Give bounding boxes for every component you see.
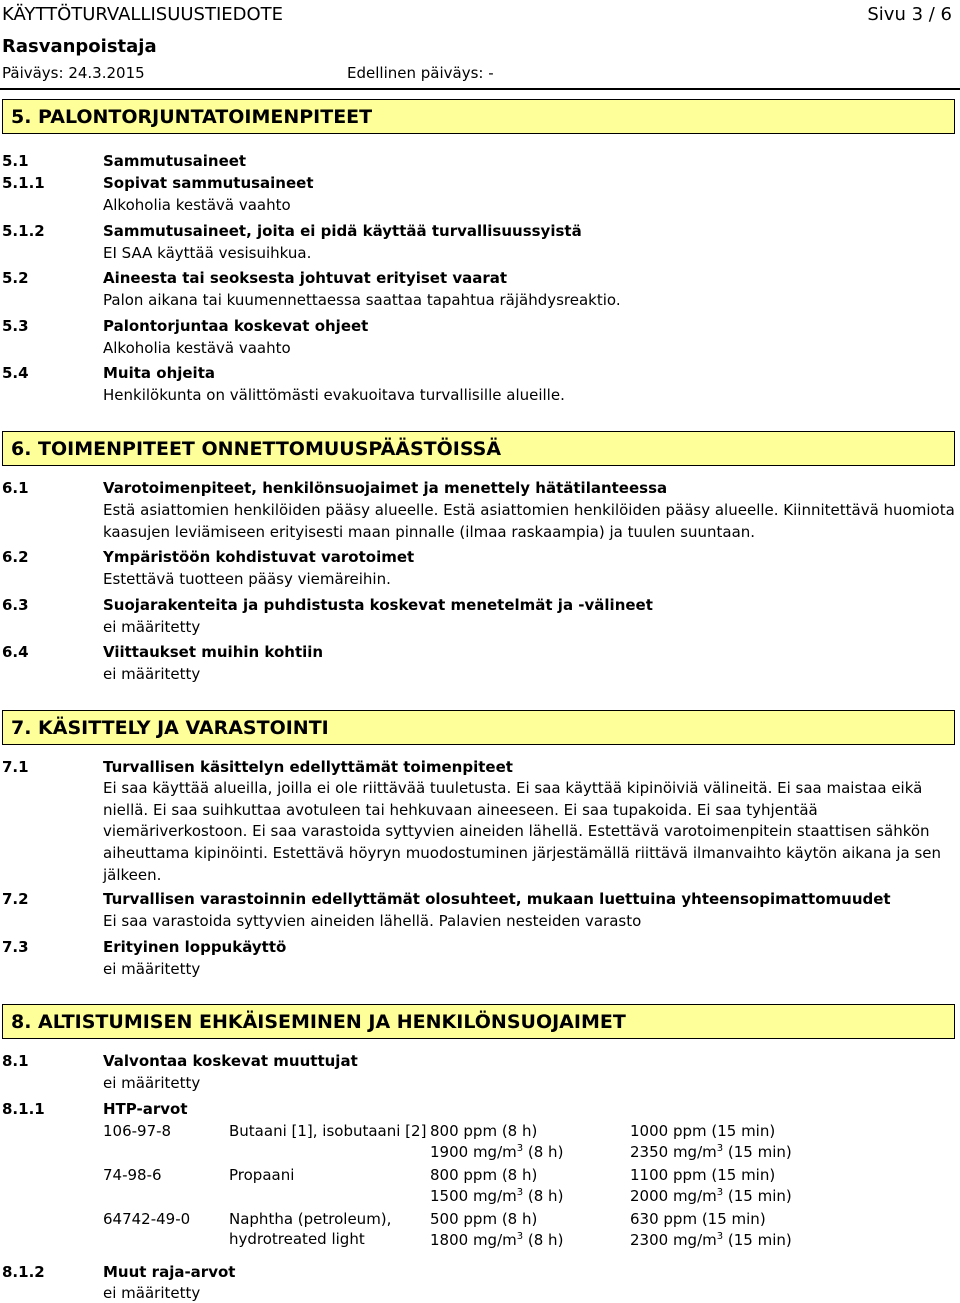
previous-date: Edellinen päiväys: - — [347, 64, 494, 82]
section-number: 7.2 — [2, 890, 29, 908]
subsection-text: EI SAA käyttää vesisuihkua. — [103, 244, 312, 262]
product-name: Rasvanpoistaja — [2, 36, 157, 57]
subsection-title: Ympäristöön kohdistuvat varotoimet — [103, 548, 415, 566]
subsection-title: Suojarakenteita ja puhdistusta koskevat menetelmät ja -välineet — [103, 596, 653, 614]
subsection-title: HTP-arvot — [103, 1100, 188, 1118]
subsection-text: Alkoholia kestävä vaahto — [103, 339, 291, 357]
htp-8h-ppm: 800 ppm (8 h) — [430, 1122, 538, 1140]
document-title: KÄYTTÖTURVALLISUUSTIEDOTE — [2, 4, 284, 25]
section-number: 6.3 — [2, 596, 29, 614]
htp-substance: Naphtha (petroleum), — [229, 1210, 392, 1228]
htp-cas: 64742-49-0 — [103, 1210, 191, 1228]
subsection-title: Muut raja-arvot — [103, 1263, 236, 1281]
subsection-title: Sopivat sammutusaineet — [103, 174, 314, 192]
htp-15min-ppm: 1000 ppm (15 min) — [630, 1122, 776, 1140]
subsection-title: Erityinen loppukäyttö — [103, 938, 287, 956]
htp-cas: 106-97-8 — [103, 1122, 172, 1140]
htp-8h-mg: 1500 $mg/m^3$ (8 h) — [430, 1187, 564, 1205]
subsection-text: Estä asiattomien henkilöiden pääsy alueelle. Estä asiattomien henkilöiden pääsy alueelle. Kiinnitettävä huomiota kaasujen leviämiseen erityisesti maan pinnalle (ilmaa raskaampia) ja tuulen suuntaan. — [103, 501, 955, 541]
subsection-title: Sammutusaineet, joita ei pidä käyttää turvallisuussyistä — [103, 222, 582, 240]
header-divider — [0, 88, 960, 90]
section-7-heading: 7. KÄSITTELY JA VARASTOINTI — [2, 710, 955, 745]
htp-8h-ppm: 500 ppm (8 h) — [430, 1210, 538, 1228]
section-number: 5.3 — [2, 317, 29, 335]
section-6-heading: 6. TOIMENPITEET ONNETTOMUUSPÄÄSTÖISSÄ — [2, 431, 955, 466]
subsection-text: Ei saa varastoida syttyvien aineiden lähellä. Palavien nesteiden varasto — [103, 912, 642, 930]
section-number: 6.4 — [2, 643, 29, 661]
subsection-title: Valvontaa koskevat muuttujat — [103, 1052, 358, 1070]
section-number: 6.2 — [2, 548, 29, 566]
subsection-text: ei määritetty — [103, 1074, 201, 1092]
htp-8h-ppm: 800 ppm (8 h) — [430, 1166, 538, 1184]
subsection-title: Viittaukset muihin kohtiin — [103, 643, 324, 661]
htp-15min-ppm: 1100 ppm (15 min) — [630, 1166, 776, 1184]
section-5-heading: 5. PALONTORJUNTATOIMENPITEET — [2, 99, 955, 134]
section-number: 7.3 — [2, 938, 29, 956]
htp-8h-mg: 1900 $mg/m^3$ (8 h) — [430, 1143, 564, 1161]
section-8-heading: 8. ALTISTUMISEN EHKÄISEMINEN JA HENKILÖNSUOJAIMET — [2, 1004, 955, 1039]
htp-15min-mg: 2350 $mg/m^3$ (15 min) — [630, 1143, 792, 1161]
section-number: 5.2 — [2, 269, 29, 287]
htp-cas: 74-98-6 — [103, 1166, 162, 1184]
section-number: 5.1 — [2, 152, 29, 170]
subsection-text: Henkilökunta on välittömästi evakuoitava turvallisille alueille. — [103, 386, 565, 404]
subsection-text: Ei saa käyttää alueilla, joilla ei ole riittävää tuuletusta. Ei saa käyttää kipinöiviä välineitä. Ei saa maistaa eikä niellä. Ei saa suihkuttaa avotuleen tai hehkuvaan aineeseen. Ei saa tupakoida. Ei saa tyhjentää viemäriverkostoon. Ei saa varastoida syttyvien aineiden lähellä. Estettävä varotoimenpitein staattisen sähkön aiheuttama kipinöinti. Estettävä höyryn muodostuminen järjestämällä riittävä ilmanvaihto käytön aikana ja sen jälkeen. — [103, 779, 942, 884]
htp-substance: Butaani [1], isobutaani [2] — [229, 1122, 427, 1140]
section-number: 8.1.1 — [2, 1100, 45, 1118]
htp-15min-ppm: 630 ppm (15 min) — [630, 1210, 766, 1228]
subsection-text: Estettävä tuotteen pääsy viemäreihin. — [103, 570, 391, 588]
htp-15min-mg: 2000 $mg/m^3$ (15 min) — [630, 1187, 792, 1205]
subsection-title: Turvallisen varastoinnin edellyttämät olosuhteet, mukaan luettuina yhteensopimattomuudet — [103, 890, 891, 908]
subsection-title: Varotoimenpiteet, henkilönsuojaimet ja menettely hätätilanteessa — [103, 479, 668, 497]
htp-8h-mg: 1800 $mg/m^3$ (8 h) — [430, 1231, 564, 1249]
section-number: 8.1 — [2, 1052, 29, 1070]
htp-substance-line2: hydrotreated light — [229, 1230, 365, 1248]
issue-date: Päiväys: 24.3.2015 — [2, 64, 145, 82]
section-number: 5.1.2 — [2, 222, 45, 240]
htp-substance: Propaani — [229, 1166, 295, 1184]
section-number: 8.1.2 — [2, 1263, 45, 1281]
subsection-text: ei määritetty — [103, 665, 201, 683]
page-number: Sivu 3 / 6 — [867, 4, 952, 25]
subsection-title: Turvallisen käsittelyn edellyttämät toimenpiteet — [103, 758, 513, 776]
section-number: 6.1 — [2, 479, 29, 497]
subsection-text: ei määritetty — [103, 618, 201, 636]
section-number: 5.1.1 — [2, 174, 45, 192]
htp-15min-mg: 2300 $mg/m^3$ (15 min) — [630, 1231, 792, 1249]
subsection-text: ei määritetty — [103, 1284, 201, 1302]
subsection-title: Palontorjuntaa koskevat ohjeet — [103, 317, 369, 335]
section-number: 7.1 — [2, 758, 29, 776]
subsection-title: Sammutusaineet — [103, 152, 247, 170]
subsection-title: Muita ohjeita — [103, 364, 215, 382]
section-number: 5.4 — [2, 364, 29, 382]
subsection-text: Alkoholia kestävä vaahto — [103, 196, 291, 214]
subsection-text: Palon aikana tai kuumennettaessa saattaa tapahtua räjähdysreaktio. — [103, 291, 621, 309]
subsection-text: ei määritetty — [103, 960, 201, 978]
subsection-title: Aineesta tai seoksesta johtuvat erityiset vaarat — [103, 269, 508, 287]
